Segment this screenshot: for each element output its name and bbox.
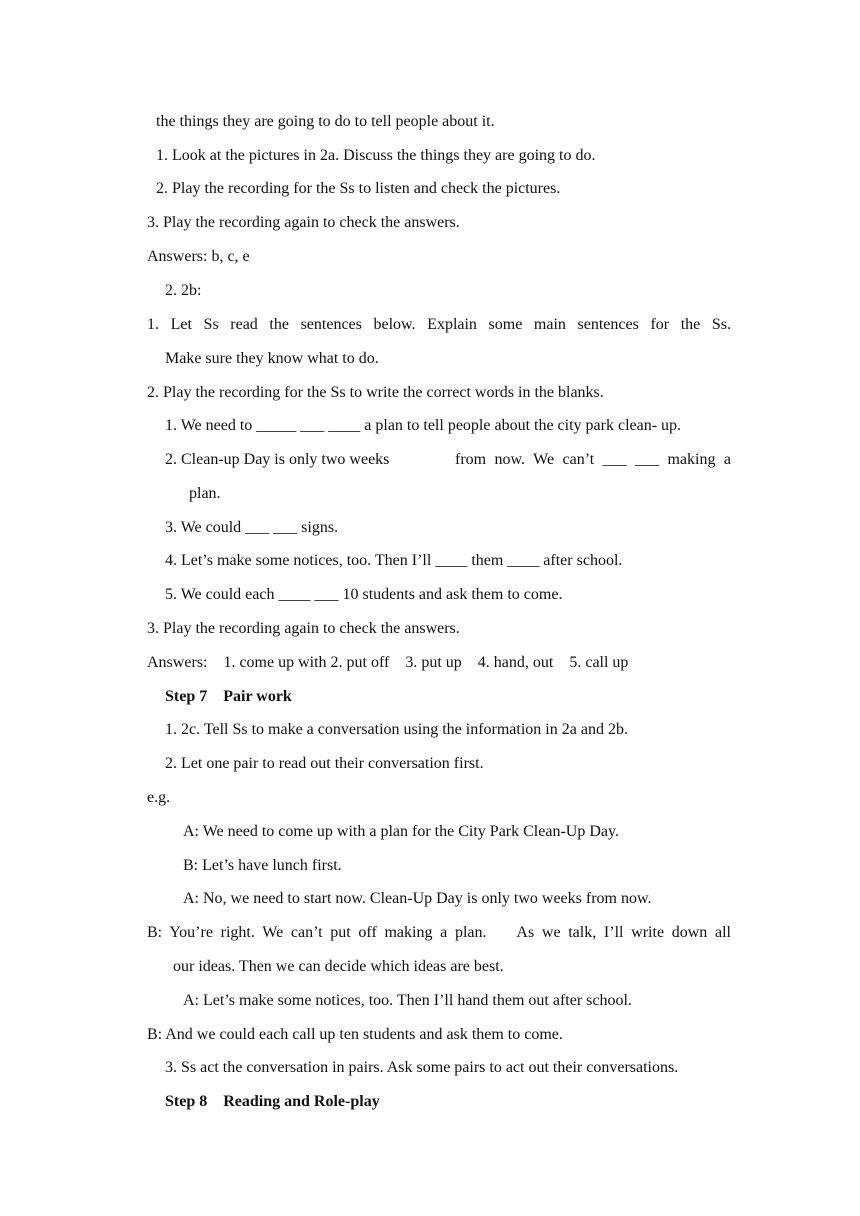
text-line: A: We need to come up with a plan for the City Park Clean-Up Day. [183, 823, 619, 840]
text-line: 1. Look at the pictures in 2a. Discuss the things they are going to do. [156, 147, 596, 164]
text-line: 5. We could each ____ ___ 10 students and ask them to come. [165, 586, 563, 603]
text-line: 1. We need to _____ ___ ____ a plan to tell people about the city park clean- up. [165, 417, 682, 434]
text-line: 2. Let one pair to read out their conversation first. [165, 755, 484, 772]
text-line: from now. We can’t ___ ___ making a [455, 451, 731, 468]
text-line: Answers: 1. come up with 2. put off 3. put up 4. hand, out 5. call up [147, 654, 629, 671]
text-line: e.g. [147, 789, 171, 806]
text-line: our ideas. Then we can decide which ideas are best. [173, 958, 504, 975]
text-line: Answers: b, c, e [147, 248, 250, 265]
text-line: B: And we could each call up ten students and ask them to come. [147, 1026, 563, 1043]
text-line: 2. Clean-up Day is only two weeks [165, 451, 390, 468]
text-line: 1. 2c. Tell Ss to make a conversation using the information in 2a and 2b. [165, 721, 628, 738]
text-line: 1. Let Ss read the sentences below. Explain some main sentences for the Ss. [147, 316, 731, 333]
text-line: A: Let’s make some notices, too. Then I’ll hand them out after school. [183, 992, 632, 1009]
text-line: B: You’re right. We can’t put off making a plan. As we talk, I’ll write down all [147, 924, 731, 941]
text-line: B: Let’s have lunch first. [183, 857, 342, 874]
text-line: A: No, we need to start now. Clean-Up Day is only two weeks from now. [183, 890, 652, 907]
text-line: 3. Ss act the conversation in pairs. Ask some pairs to act out their conversations. [165, 1059, 679, 1076]
section-heading: Step 7 Pair work [165, 688, 292, 705]
text-line: 3. Play the recording again to check the answers. [147, 214, 460, 231]
text-line: 2. Play the recording for the Ss to listen and check the pictures. [156, 180, 561, 197]
text-line: Make sure they know what to do. [165, 350, 379, 367]
section-heading: Step 8 Reading and Role-play [165, 1093, 380, 1110]
text-line: 2. Play the recording for the Ss to write the correct words in the blanks. [147, 384, 604, 401]
text-line: 3. Play the recording again to check the answers. [147, 620, 460, 637]
text-line: plan. [189, 485, 221, 502]
text-line: 3. We could ___ ___ signs. [165, 519, 339, 536]
text-line: 2. 2b: [165, 282, 202, 299]
text-line: the things they are going to do to tell people about it. [156, 113, 495, 130]
text-line: 4. Let’s make some notices, too. Then I’ll ____ them ____ after school. [165, 552, 623, 569]
